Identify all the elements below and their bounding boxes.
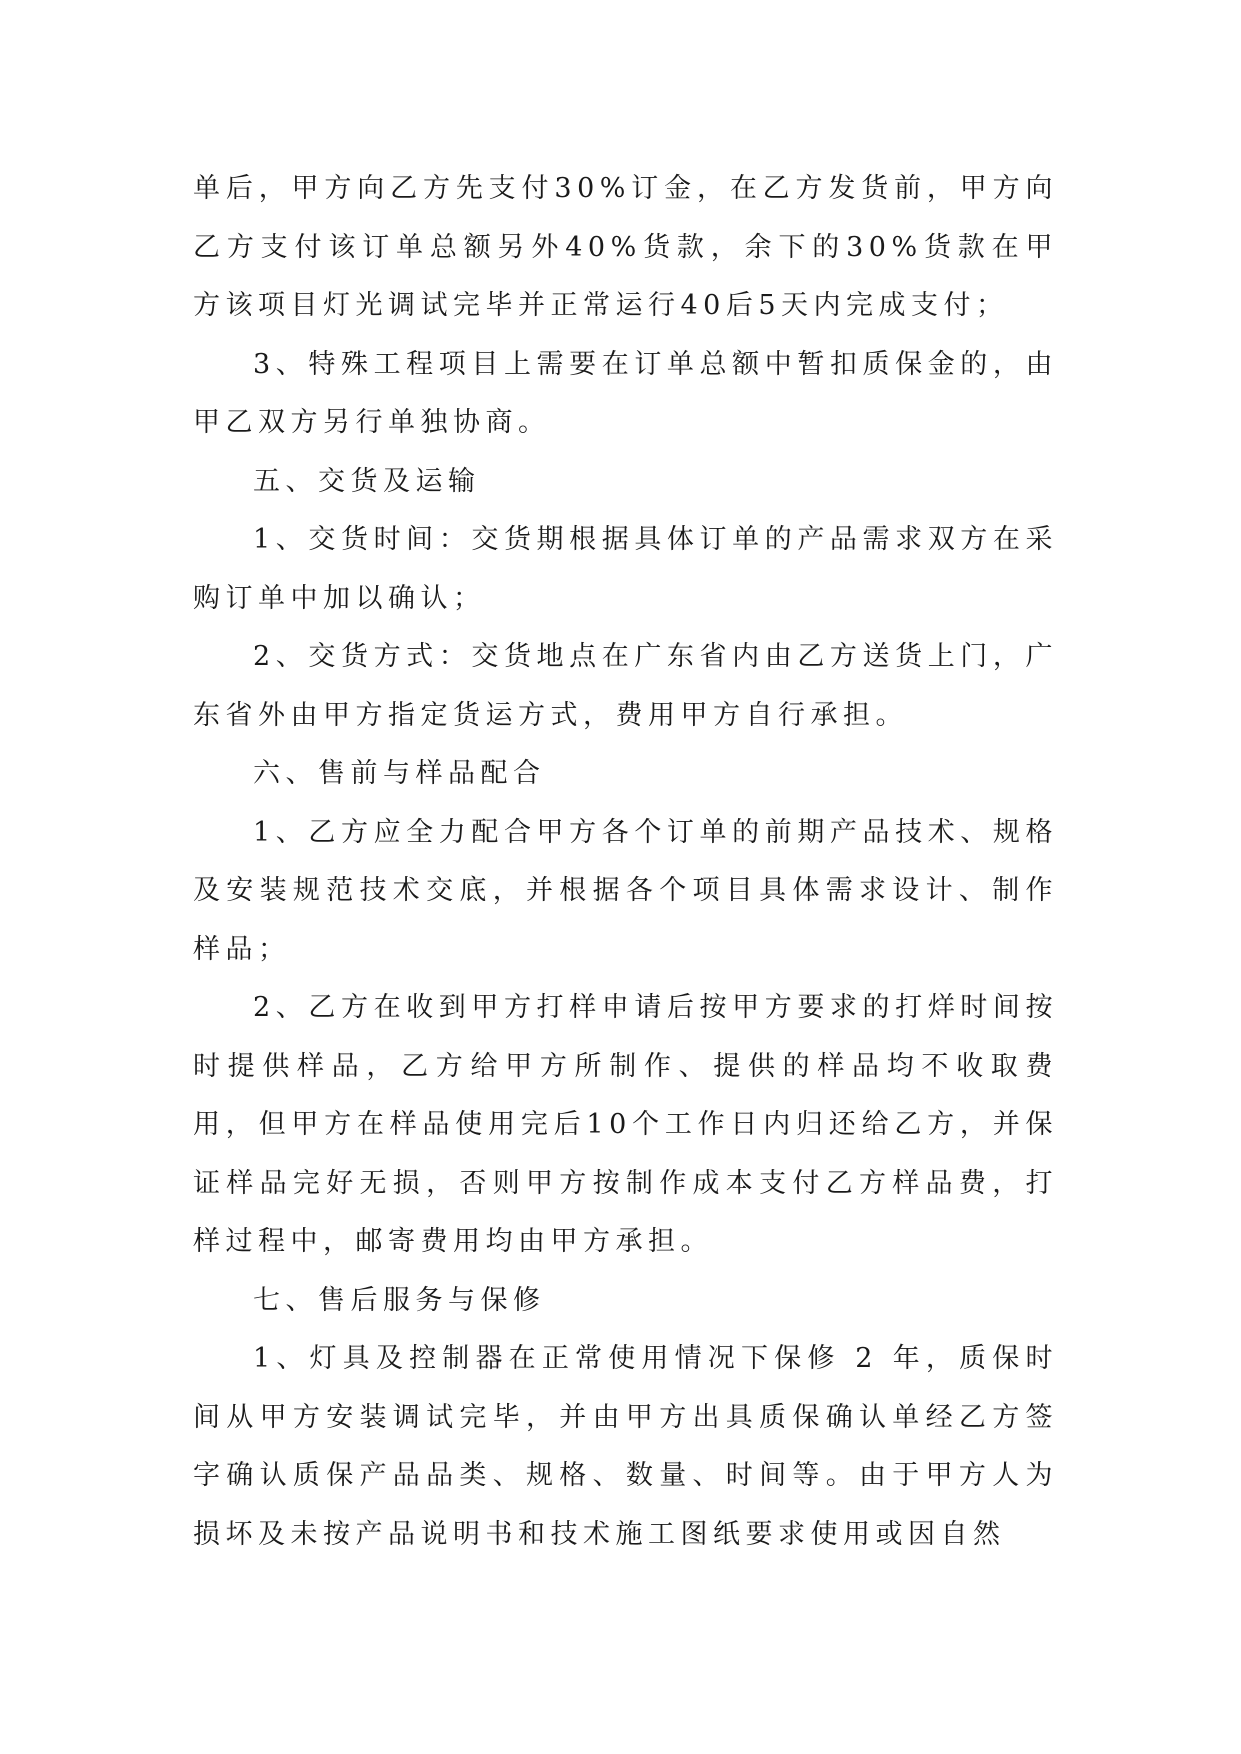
document-body bbox=[193, 160, 1058, 1564]
section-heading-presales: 六、售前与样品配合 bbox=[253, 758, 546, 789]
section-heading-delivery: 五、交货及运输 bbox=[253, 465, 481, 497]
section-heading-aftersales: 七、售后服务与保修 bbox=[253, 1284, 546, 1316]
paragraph-presales-support: 1、乙方应全力配合甲方各个订单的前期产品技术、规格及安装规范技术交底，并根据各个项目具体需求设计、制作样品； bbox=[193, 816, 1058, 965]
paragraph-payment-continued: 单后，甲方向乙方先支付30%订金，在乙方发货前，甲方向乙方支付该订单总额另外40%货款，余下的30%货款在甲方该项目灯光调试完毕并正常运行40后5天内完成支付； bbox=[193, 173, 1058, 321]
paragraph-delivery-method: 2、交货方式：交货地点在广东省内由乙方送货上门，广东省外由甲方指定货运方式，费用甲方自行承担。 bbox=[193, 641, 1058, 731]
paragraph-sample-provision: 2、乙方在收到甲方打样申请后按甲方要求的打烊时间按时提供样品，乙方给甲方所制作、提供的样品均不收取费用，但甲方在样品使用完后10个工作日内归还给乙方，并保证样品完好无损，否则甲方按制作成本支付乙方样品费，打样过程中，邮寄费用均由甲方承担。 bbox=[193, 992, 1058, 1257]
paragraph-warranty-terms: 1、灯具及控制器在正常使用情况下保修 2 年，质保时间从甲方安装调试完毕，并由甲方出具质保确认单经乙方签字确认质保产品品类、规格、数量、时间等。由于甲方人为损坏及未按产品说明书和技术施工图纸要求使用或因自然 bbox=[193, 1343, 1058, 1550]
paragraph-warranty-deposit: 3、特殊工程项目上需要在订单总额中暂扣质保金的，由甲乙双方另行单独协商。 bbox=[193, 348, 1058, 438]
paragraph-delivery-time: 1、交货时间：交货期根据具体订单的产品需求双方在采购订单中加以确认； bbox=[193, 524, 1058, 614]
